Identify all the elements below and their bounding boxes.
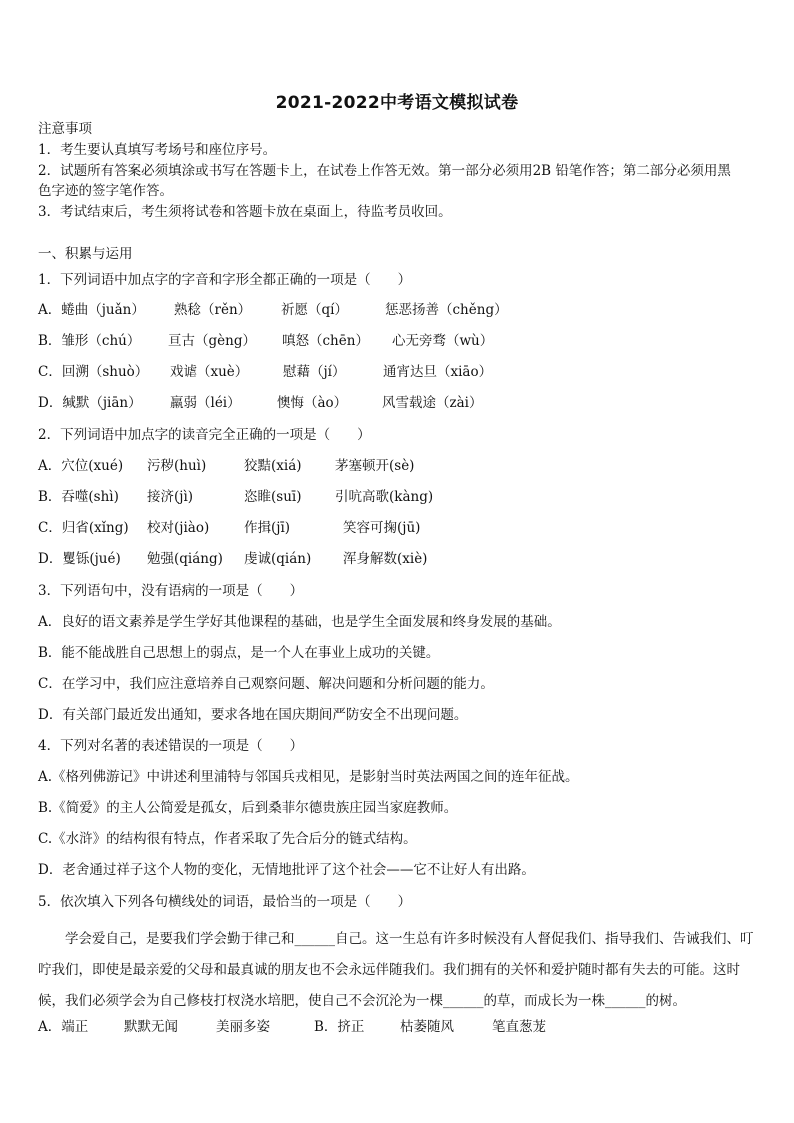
option-word: 校对(jiào)	[147, 520, 210, 536]
option-word: B．挤正	[314, 1019, 365, 1035]
option-word: 勉强(qiáng)	[147, 551, 223, 567]
q2-option-a	[38, 457, 415, 475]
q1-option-d	[38, 394, 483, 412]
option-word: 通宵达旦（xiāo）	[383, 364, 493, 380]
q4-option: C.《水浒》的结构很有特点，作者采取了先合后分的链式结构。	[38, 831, 417, 847]
q2-option-d	[38, 550, 428, 568]
option-word: B．雏形（chú）	[38, 333, 141, 349]
q3-option: D．有关部门最近发出通知，要求各地在国庆期间严防安全不出现问题。	[38, 707, 468, 723]
section-heading: 一、积累与运用	[38, 246, 133, 262]
q3-option: A．良好的语文素养是学生学好其他课程的基础，也是学生全面发展和终身发展的基础。	[38, 614, 561, 630]
option-word: 枯萎随风	[400, 1019, 454, 1035]
option-word: D．矍铄(jué)	[38, 551, 121, 567]
option-word: 笔直葱茏	[492, 1019, 546, 1035]
option-word: 默默无闻	[124, 1019, 178, 1035]
option-word: 羸弱（léi）	[170, 395, 241, 411]
option-word: A．蜷曲（juǎn）	[38, 302, 145, 318]
question-stem: 2．下列词语中加点字的读音完全正确的一项是（ ）	[38, 427, 371, 443]
q5-options	[38, 1018, 546, 1036]
q4-option: B.《简爱》的主人公简爱是孤女，后到桑菲尔德贵族庄园当家庭教师。	[38, 800, 458, 816]
option-word: 惩恶扬善（chěng）	[385, 302, 508, 318]
q2-option-b	[38, 488, 434, 506]
q3-option: C．在学习中，我们应注意培养自己观察问题、解决问题和分析问题的能力。	[38, 676, 494, 692]
option-word: 美丽多姿	[216, 1019, 270, 1035]
option-word: 作揖(jī)	[244, 520, 291, 536]
q1-option-c	[38, 363, 493, 381]
option-word: D．缄默（jiān）	[38, 395, 142, 411]
option-word: 风雪载途（zài）	[382, 395, 483, 411]
option-word: 恣睢(suī)	[244, 489, 302, 505]
option-word: B．吞噬(shì)	[38, 489, 119, 505]
option-word: 虔诚(qián)	[244, 551, 312, 567]
q1-option-a	[38, 301, 508, 319]
option-word: 戏谑（xuè）	[170, 364, 249, 380]
notice-heading: 注意事项	[38, 121, 92, 137]
q4-option: A.《格列佛游记》中讲述利里浦特与邻国兵戎相见，是影射当时英法两国之间的连年征战。	[38, 769, 579, 785]
option-word: 嗔怒（chēn）	[282, 333, 369, 349]
q2-option-c	[38, 519, 421, 537]
option-word: 狡黠(xiá)	[244, 458, 302, 474]
q3-option: B．能不能战胜自己思想上的弱点，是一个人在事业上成功的关键。	[38, 645, 440, 661]
option-word: 引吭高歌(kàng)	[335, 489, 434, 505]
question-stem: 4．下列对名著的表述错误的一项是（ ）	[38, 738, 304, 754]
notice-item: 1．考生要认真填写考场号和座位序号。	[38, 142, 277, 158]
notice-item: 3．考试结束后，考生须将试卷和答题卡放在桌面上，待监考员收回。	[38, 204, 452, 220]
option-word: 笑容可掬(jū)	[343, 520, 421, 536]
option-word: 浑身解数(xiè)	[343, 551, 428, 567]
option-word: 亘古（gèng）	[168, 333, 256, 349]
question-stem: 3．下列语句中，没有语病的一项是（ ）	[38, 583, 304, 599]
option-word: 熟稔（rěn）	[174, 302, 252, 318]
q1-option-b	[38, 332, 494, 350]
option-word: C．归省(xǐng)	[38, 520, 129, 536]
option-word: C．回溯（shuò）	[38, 364, 149, 380]
option-word: 懊悔（ào）	[277, 395, 348, 411]
option-word: 祈愿（qí）	[281, 302, 348, 318]
option-word: A．穴位(xué)	[38, 458, 124, 474]
notice-item: 色字迹的签字笔作答。	[38, 183, 173, 199]
option-word: 接济(jì)	[147, 489, 194, 505]
option-word: 茅塞顿开(sè)	[335, 458, 415, 474]
q4-option: D．老舍通过祥子这个人物的变化，无情地批评了这个社会——它不让好人有出路。	[38, 862, 535, 878]
q5-passage: 学会爱自己，是要我们学会勤于律己和______自己。这一生总有许多时候没有人督促我们、指导我们、告诫我们、叮咛我们，即使是最亲爱的父母和最真诚的朋友也不会永远伴随我们。我们拥有的关怀和爱护随时都有失去的可能。这时候，我们必须学会为自己修枝打杈浇水培肥，使自己不会沉沦为一棵______的草，而成长为一株______的树。	[38, 931, 754, 1009]
option-word: 污秽(huì)	[147, 458, 207, 474]
page-title: 2021-2022中考语文模拟试卷	[275, 93, 519, 113]
option-word: 心无旁骛（wù）	[392, 333, 494, 349]
option-word: A．端正	[38, 1019, 89, 1035]
notice-item: 2．试题所有答案必须填涂或书写在答题卡上，在试卷上作答无效。第一部分必须用2B 铅笔作答；第二部分必须用黑	[38, 163, 731, 179]
option-word: 慰藉（jí）	[283, 364, 346, 380]
question-stem: 5．依次填入下列各句横线处的词语，最恰当的一项是（ ）	[38, 894, 412, 910]
question-stem: 1．下列词语中加点字的字音和字形全都正确的一项是（ ）	[38, 272, 412, 288]
